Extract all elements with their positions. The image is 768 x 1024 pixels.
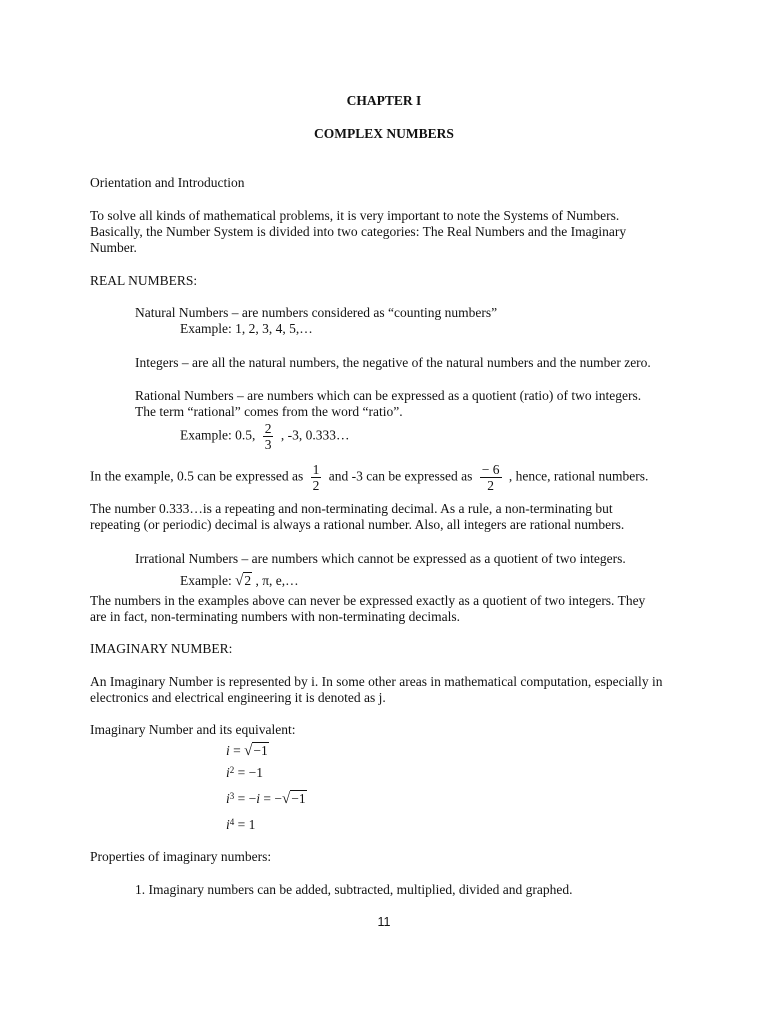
- rational-definition-line-2: The term “rational” comes from the word “ratio”.: [135, 404, 403, 419]
- intro-line-2: Basically, the Number System is divided into two categories: The Real Numbers and the Imaginary: [90, 224, 627, 239]
- rational-example: [180, 421, 349, 452]
- decimal-note-line-2: repeating (or periodic) decimal is always a rational number. Also, all integers are rational numbers.: [90, 517, 625, 532]
- radicand: 2: [244, 573, 252, 588]
- exponent: 3: [229, 791, 235, 801]
- integers-definition: Integers – are all the natural numbers, the negative of the natural numbers and the number zero.: [135, 355, 651, 370]
- properties-heading: Properties of imaginary numbers:: [90, 849, 272, 864]
- intro-line-1: To solve all kinds of mathematical problems, it is very important to note the Systems of Numbers.: [90, 208, 620, 223]
- exponent: 4: [229, 817, 235, 827]
- square-root-two: √2: [235, 573, 252, 589]
- equation-i-fourth: [226, 817, 255, 833]
- irrational-definition: Irrational Numbers – are numbers which cannot be expressed as a quotient of two integers.: [135, 551, 626, 566]
- rational-note-part-c: , hence, rational numbers.: [508, 468, 649, 484]
- fraction-denominator: 3: [264, 437, 272, 452]
- fraction-numerator: 1: [312, 462, 320, 477]
- fraction-numerator: − 6: [481, 462, 500, 477]
- equation-i: [226, 743, 269, 759]
- irrational-note-line-1: The numbers in the examples above can never be expressed exactly as a quotient of two integers. They: [90, 593, 646, 608]
- fraction-denominator: 2: [480, 477, 502, 493]
- equation-rhs: = −1: [237, 765, 263, 780]
- decimal-note-line-1: The number 0.333…is a repeating and non-terminating decimal. As a rule, a non-terminating but: [90, 501, 613, 516]
- fraction-denominator: 2: [312, 478, 320, 493]
- property-1: 1. Imaginary numbers can be added, subtracted, multiplied, divided and graphed.: [135, 882, 573, 897]
- variable-i: i: [256, 791, 261, 806]
- square-root-minus-one: √−1: [282, 791, 306, 807]
- equation-i-cubed: [226, 791, 307, 807]
- intro-line-3: Number.: [90, 240, 137, 255]
- rational-note: [90, 462, 648, 493]
- variable-i: i: [226, 765, 230, 780]
- imaginary-line-1: An Imaginary Number is represented by i. In some other areas in mathematical computation, especially in: [90, 674, 663, 689]
- chapter-label: CHAPTER I: [346, 93, 422, 108]
- real-numbers-heading: REAL NUMBERS:: [90, 273, 198, 288]
- equation-rhs: = 1: [237, 817, 256, 832]
- rational-example-prefix: Example: 0.5,: [180, 427, 256, 443]
- irrational-example-prefix: Example:: [180, 573, 232, 588]
- radicand: −1: [291, 791, 306, 806]
- fraction-numerator: 2: [264, 421, 272, 436]
- fraction-two-thirds: [263, 421, 274, 452]
- fraction-one-half: [311, 462, 322, 493]
- equals-sign: =: [233, 743, 241, 758]
- imaginary-line-2: electronics and electrical engineering it is denoted as j.: [90, 690, 386, 705]
- natural-numbers-definition: Natural Numbers – are numbers considered as “counting numbers”: [135, 305, 498, 320]
- page-number: 11: [377, 915, 391, 929]
- square-root-minus-one: √−1: [244, 743, 268, 759]
- rational-note-part-b: and -3 can be expressed as: [328, 468, 473, 484]
- equation-rhs-prefix: = −: [263, 791, 282, 806]
- irrational-example-suffix: , π, e,…: [255, 573, 299, 588]
- variable-i: i: [226, 817, 230, 832]
- rational-example-suffix: , -3, 0.333…: [280, 427, 350, 443]
- natural-numbers-example: Example: 1, 2, 3, 4, 5,…: [180, 321, 313, 336]
- exponent: 2: [229, 765, 235, 775]
- fraction-negative-six-halves: [480, 462, 502, 493]
- chapter-title: COMPLEX NUMBERS: [314, 126, 454, 141]
- equation-i-squared: [226, 765, 263, 781]
- irrational-note-line-2: are in fact, non-terminating numbers with non-terminating decimals.: [90, 609, 461, 624]
- irrational-example: [180, 573, 299, 589]
- variable-i: i: [226, 743, 230, 758]
- imaginary-heading: IMAGINARY NUMBER:: [90, 641, 233, 656]
- rational-definition-line-1: Rational Numbers – are numbers which can be expressed as a quotient (ratio) of two integers.: [135, 388, 642, 403]
- equivalent-heading: Imaginary Number and its equivalent:: [90, 722, 296, 737]
- orientation-heading: Orientation and Introduction: [90, 175, 245, 190]
- equation-middle: = −: [237, 791, 257, 806]
- variable-i: i: [226, 791, 230, 806]
- radicand: −1: [253, 743, 268, 758]
- rational-note-part-a: In the example, 0.5 can be expressed as: [90, 468, 304, 484]
